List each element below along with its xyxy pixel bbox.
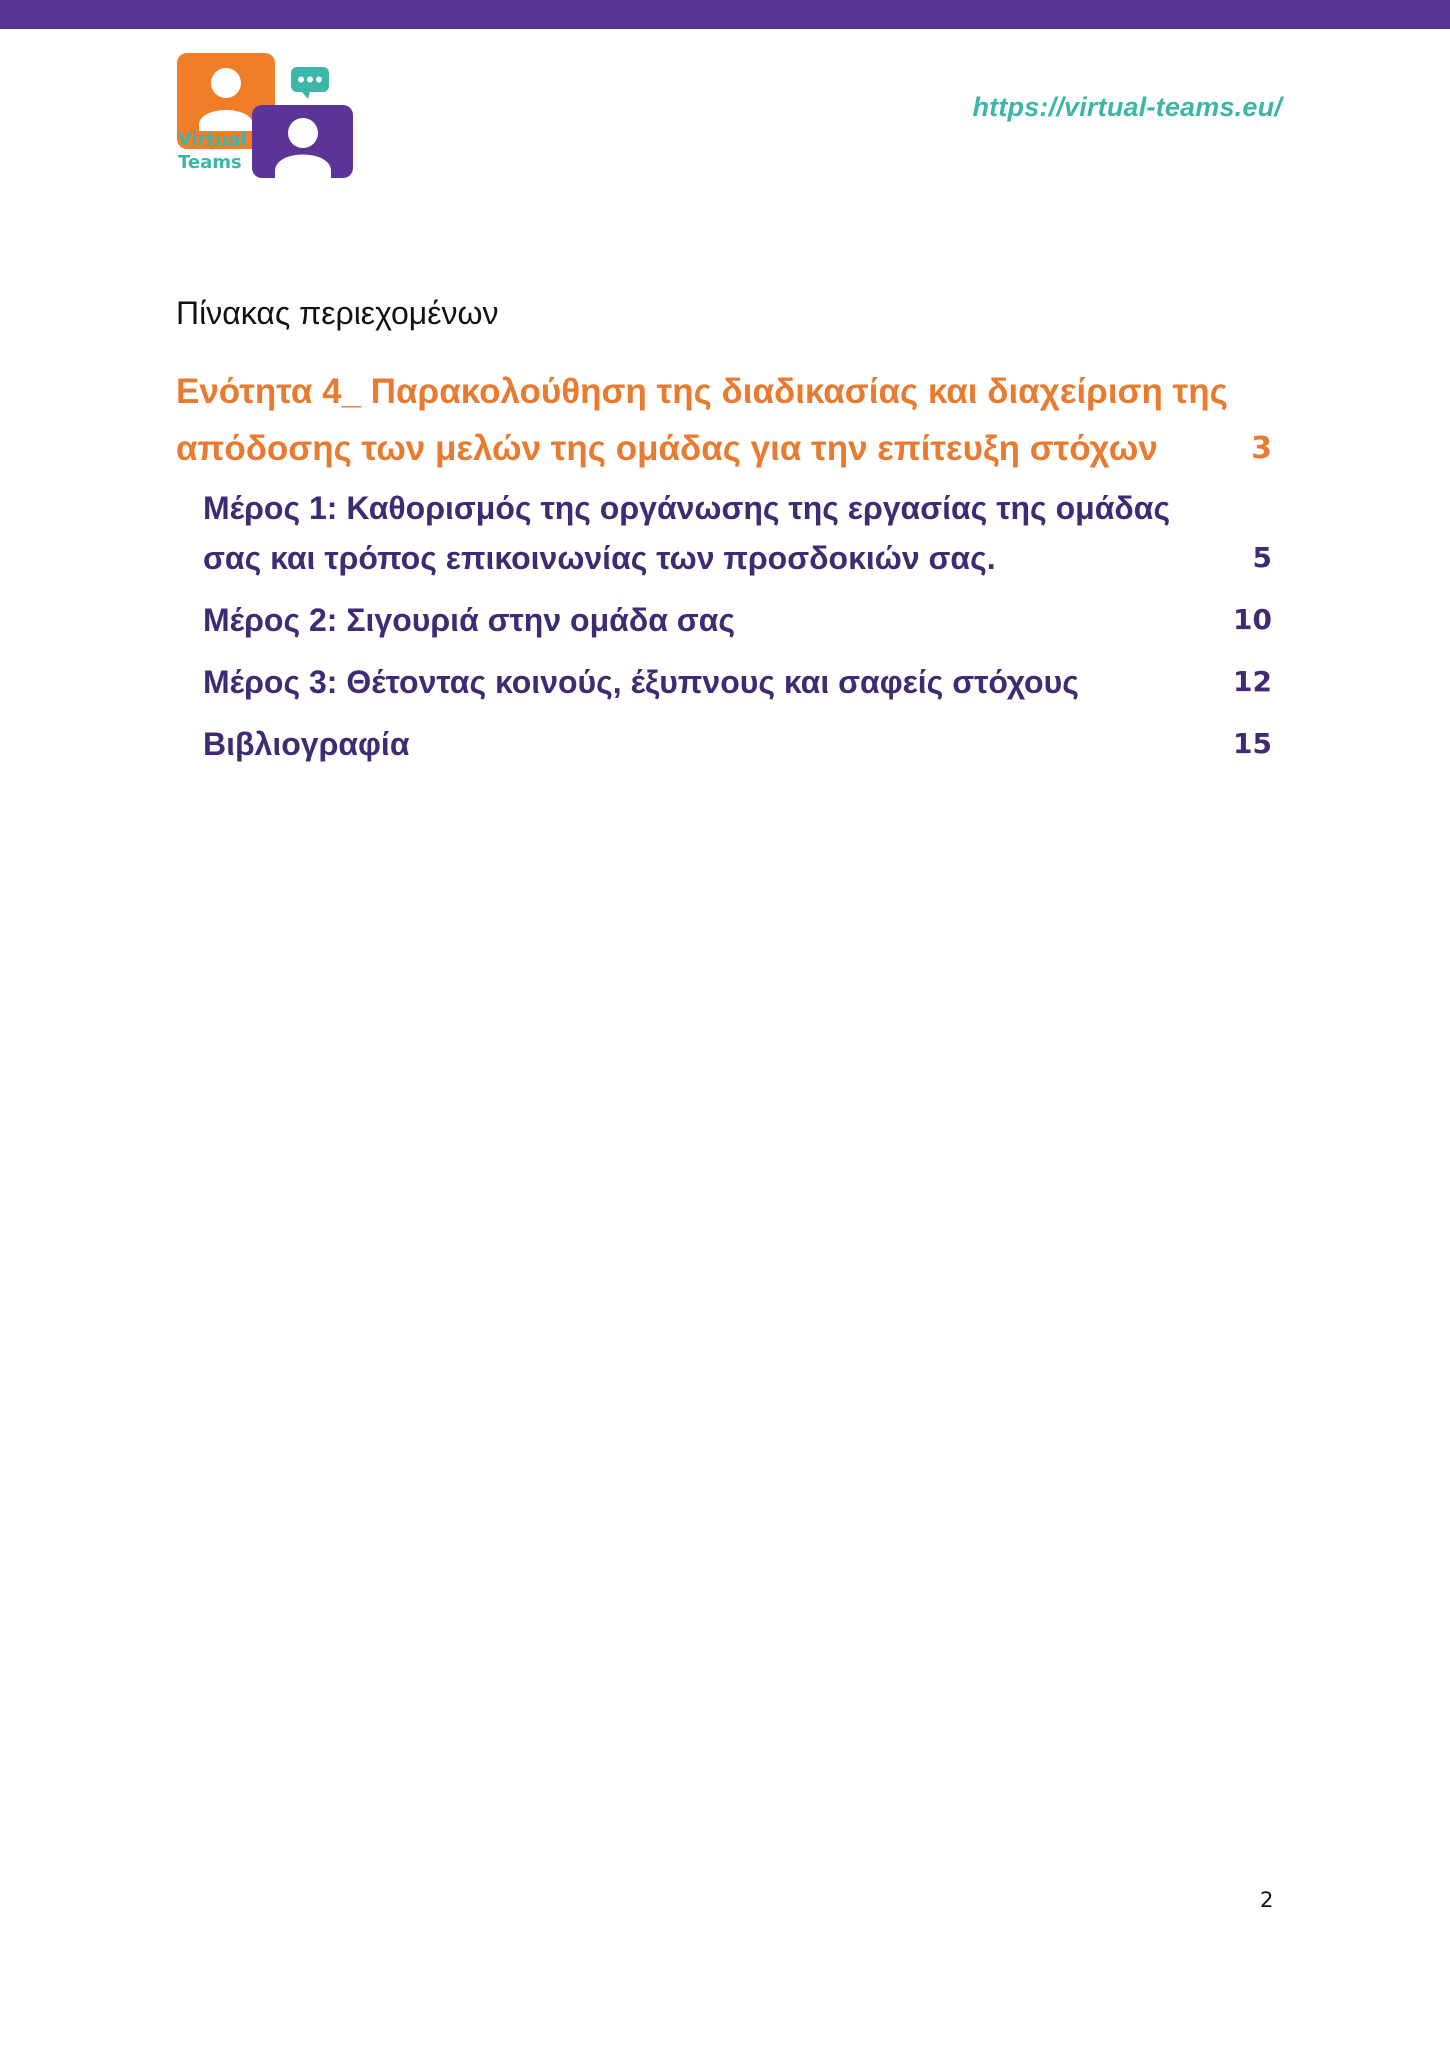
site-url-link[interactable]: https://virtual-teams.eu/ xyxy=(972,92,1282,122)
logo-line-1: Virtual xyxy=(178,129,247,150)
toc-entry-page: 3 xyxy=(1251,431,1272,466)
logo-line-2: Teams xyxy=(178,152,242,173)
toc-entry-text: Βιβλιογραφία xyxy=(203,726,410,762)
virtual-teams-logo xyxy=(177,53,355,178)
toc-heading: Πίνακας περιεχομένων xyxy=(176,295,499,331)
toc-entry-page: 15 xyxy=(1233,727,1272,760)
table-of-contents xyxy=(176,363,1272,769)
toc-entry-part-3[interactable] xyxy=(176,657,1272,707)
page-number: 2 xyxy=(1260,1888,1274,1912)
toc-entry-page: 12 xyxy=(1233,665,1272,698)
toc-entry-text: Ενότητα 4_ Παρακολούθηση της διαδικασίας και διαχείριση της απόδοσης των μελών της ομάδας για την επίτευξη στόχων xyxy=(176,372,1228,468)
toc-entry-text: Μέρος 3: Θέτοντας κοινούς, έξυπνους και σαφείς στόχους xyxy=(203,664,1079,700)
toc-entry-page: 5 xyxy=(1252,541,1272,574)
toc-entry-bibliography[interactable] xyxy=(176,719,1272,769)
logo-wordmark xyxy=(178,128,246,174)
toc-entry-text: Μέρος 2: Σιγουριά στην ομάδα σας xyxy=(203,602,735,638)
toc-entry-part-1[interactable] xyxy=(176,483,1272,583)
top-bar xyxy=(0,0,1450,29)
toc-entry-section-4[interactable] xyxy=(176,363,1272,477)
toc-entry-text: Μέρος 1: Καθορισμός της οργάνωσης της εργασίας της ομάδας σας και τρόπος επικοινωνίας των προσδοκιών σας. xyxy=(203,490,1171,576)
toc-entry-part-2[interactable] xyxy=(176,595,1272,645)
toc-entry-page: 10 xyxy=(1233,603,1272,636)
